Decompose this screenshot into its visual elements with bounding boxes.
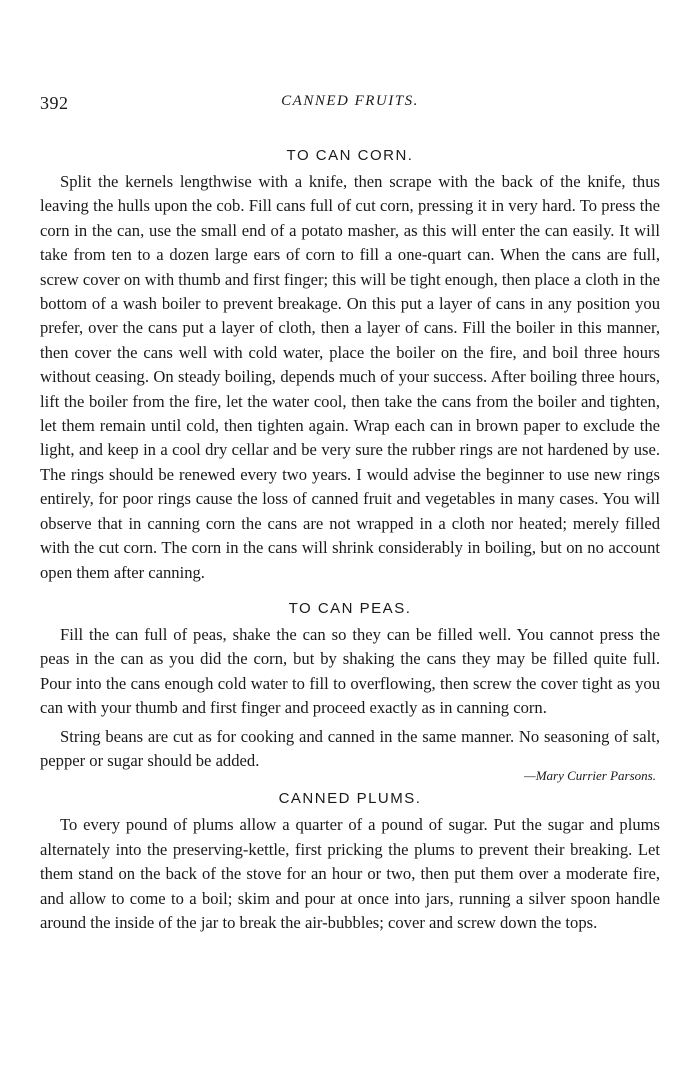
section-to-can-peas — [40, 595, 660, 785]
page-content — [40, 142, 660, 935]
section-title: TO CAN PEAS. — [288, 599, 412, 617]
paragraph: Split the kernels lengthwise with a knife, then scrape with the back of the knife, thus leaving the hulls upon the cob. Fill cans full of cut corn, pressing it in very hard. To press the corn in the can, use the small end of a potato masher, as this will enter the can easily. It will take from ten to a dozen large ears of corn to fill a one-quart can. When the cans are full, screw cover on with thumb and first finger; this will be tight enough, then place a cloth in the bottom of a wash boiler to prevent breakage. On this put a layer of cans in any position you prefer, over the cans put a layer of cloth, then a layer of cans. Fill the boiler in this manner, then cover the cans well with cold water, place the boiler on the fire, and boil three hours without ceasing. On steady boiling, depends much of your success. After boiling three hours, lift the boiler from the fire, let the water cool, then take the cans from the boiler and tighten, let them remain until cold, then tighten again. Wrap each can in brown paper to exclude the light, and keep in a cool dry cellar and be very sure the rubber rings are not hardened by use. The rings should be renewed every two years. I would advise the beginner to use new rings entirely, for poor rings cause the loss of canned fruit and vegetables in many cases. You will observe that in canning corn the cans are not wrapped in a cloth nor heated; merely filled with the cut corn. The corn in the cans will shrink considerably in boiling, but on no account open them after canning. — [40, 172, 660, 582]
paragraph: Fill the can full of peas, shake the can so they can be filled well. You cannot press the peas in the can as you did the corn, but by shaking the cans they may be filled quite full. Pour into the cans enough cold water to fill to overflowing, then screw the cover tight as you can with your thumb and first finger and proceed exactly as in canning corn. — [40, 624, 660, 718]
paragraph: String beans are cut as for cooking and canned in the same manner. No seasoning of salt, pepper or sugar should be added. — [40, 726, 660, 770]
page-number: 392 — [40, 93, 69, 113]
page-header — [40, 93, 660, 119]
running-title: CANNED FRUITS. — [281, 93, 419, 109]
paragraph: To every pound of plums allow a quarter of a pound of sugar. Put the sugar and plums alternately into the preserving-kettle, first pricking the plums to prevent their breaking. Let them stand on the back of the stove for an hour or two, then put them over a moderate fire, and allow to come to a boil; skim and pour at once into jars, running a silver spoon handle around the inside of the jar to break the air-bubbles; cover and screw down the tops. — [40, 815, 660, 932]
section-to-can-corn — [40, 142, 660, 585]
attribution: —Mary Currier Parsons. — [524, 768, 656, 784]
section-canned-plums — [40, 785, 660, 935]
section-title: CANNED PLUMS. — [278, 790, 422, 808]
section-title: TO CAN CORN. — [286, 147, 414, 164]
